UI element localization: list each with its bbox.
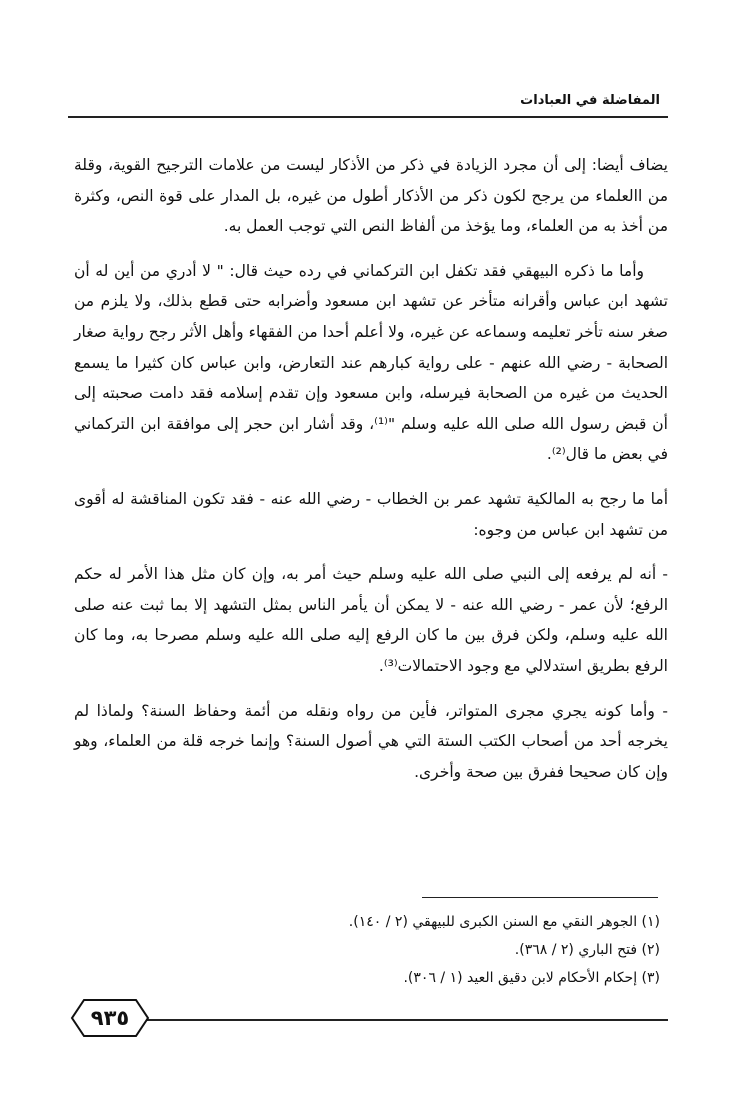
paragraph-5: - وأما كونه يجري مجرى المتواتر، فأين من رواه ونقله من أئمة وحفاظ السنة؟ ولماذا لم يخرجه أحد من أصحاب الكتب الستة التي هي أصول السنة؟ وإنما خرجه قلة من العلماء، وهو وإن كان صحيحا ففرق بين صحة وأخرى. (74, 701, 668, 781)
page-number: ٩٣٥ (90, 1006, 130, 1030)
paragraph-4: - أنه لم يرفعه إلى النبي صلى الله عليه وسلم حيث أمر به، وإن كان مثل هذا الأمر له حكم الرفع؛ لأن عمر - رضي الله عنه - لا يمكن أن يأمر الناس بمثل التشهد إلا بما ثبت عنه صلى الله عليه وسلم، ولكن فرق بين ما كان الرفع إليه صلى الله عليه وسلم مصرحا به، وما كان الرفع بطريق استدلالي مع وجود الاحتمالات⁽³⁾. (74, 565, 668, 675)
footnote-1: (١) الجوهر النقي مع السنن الكبرى للبيهقي (٢ / ١٤٠). (348, 914, 660, 930)
footnote-2: (٢) فتح الباري (٢ / ٣٦٨). (514, 942, 660, 958)
footnotes (74, 908, 660, 992)
page-number-badge (70, 998, 150, 1038)
header-rule (68, 116, 668, 118)
footnote-separator (422, 897, 658, 898)
running-header-title: المفاضلة في العبادات (520, 93, 660, 108)
main-text (74, 150, 668, 801)
paragraph-2: وأما ما ذكره البيهقي فقد تكفل ابن التركماني في رده حيث قال: " لا أدري من أين له أن تشهد ابن عباس وأقرانه متأخر عن تشهد ابن مسعود وأضرابه حتى قطع بذلك، ولا يلزم من صغر سنه تأخر تعليمه وسماعه عن غيره، ولا أعلم أحدا من الفقهاء وأهل الأثر رجح رواية صغار الصحابة - رضي الله عنهم - على رواية كبارهم عند التعارض، وابن عباس كان كثيرا ما يسمع الحديث من غيره من الصحابة فيرسله، وابن مسعود وإن تقدم إسلامه فقد دامت صحبته إلى أن قبض رسول الله صلى الله عليه وسلم "⁽¹⁾، وقد أشار ابن حجر إلى موافقة ابن التركماني في بعض ما قال⁽²⁾. (74, 261, 668, 464)
footer-rule (140, 1019, 668, 1021)
paragraph-1: يضاف أيضا: إلى أن مجرد الزيادة في ذكر من الأذكار ليست من علامات الترجيح القوية، وقلة من االعلماء من يرجح لكون ذكر من الأذكار أطول من غيره، بل المدار على قوة النص، وكثرة من أخذ به من العلماء، وما يؤخذ من ألفاظ النص التي توجب العمل به. (74, 156, 668, 236)
paragraph-3: أما ما رجح به المالكية تشهد عمر بن الخطاب - رضي الله عنه - فقد تكون المناقشة له أقوى من تشهد ابن عباس من وجوه: (74, 489, 668, 539)
footnote-3: (٣) إحكام الأحكام لابن دقيق العيد (١ / ٣٠٦). (403, 970, 660, 986)
